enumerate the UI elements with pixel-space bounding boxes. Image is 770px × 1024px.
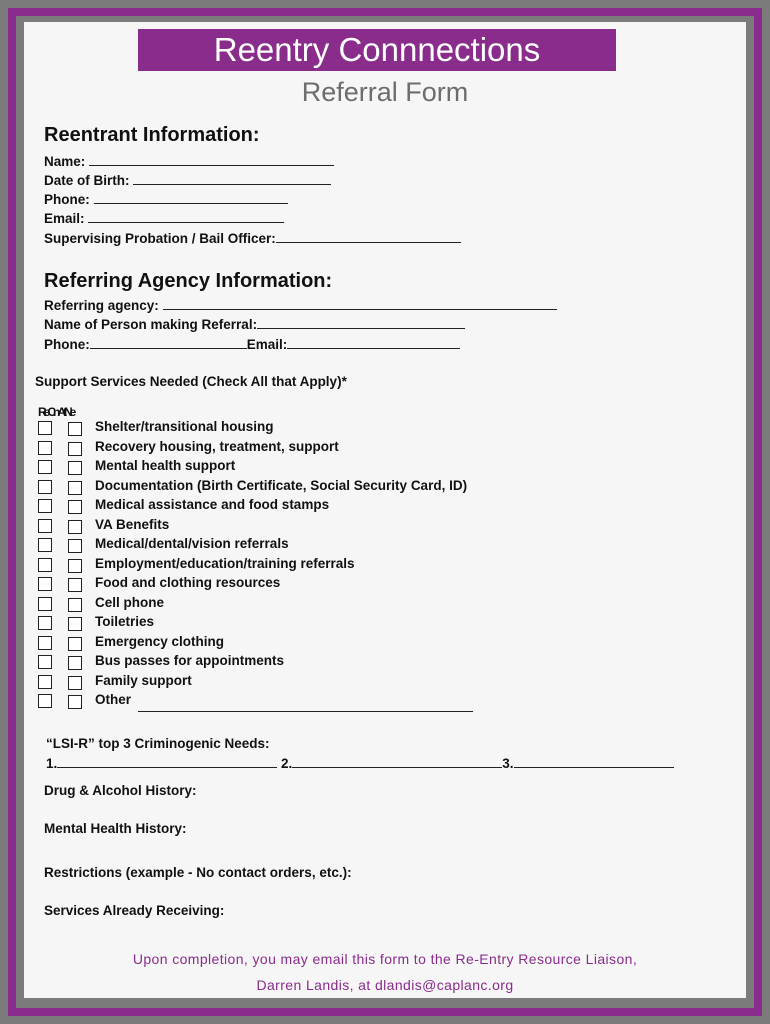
lsi-need-3-label: 3. [502,756,514,771]
service-checkbox-a[interactable] [38,694,52,708]
agency-email-label: Email: [246,337,288,352]
service-label: Mental health support [95,458,236,473]
dob-label: Date of Birth: [44,173,130,188]
service-label: Employment/education/training referrals [95,556,355,571]
service-checkbox-a[interactable] [38,519,52,533]
service-label: Shelter/transitional housing [95,419,274,434]
service-checkbox-b[interactable] [68,500,82,514]
mental-history-label: Mental Health History: [44,821,187,836]
other-blank[interactable] [138,711,473,712]
service-checkbox-b[interactable] [68,656,82,670]
email-label: Email: [44,211,85,226]
service-label: Emergency clothing [95,634,225,649]
footer-instruction: Upon completion, you may email this form to the Re-Entry Resource Liaison, [132,951,638,967]
service-checkbox-b[interactable] [68,442,82,456]
service-checkbox-a[interactable] [38,460,52,474]
agency-phone-blank[interactable] [90,336,247,349]
service-checkbox-b[interactable] [68,637,82,651]
service-label: Medical assistance and food stamps [95,497,330,512]
phone-label: Phone: [44,192,90,207]
service-checkbox-a[interactable] [38,480,52,494]
service-checkbox-a[interactable] [38,655,52,669]
service-checkbox-a[interactable] [38,577,52,591]
reentrant-heading: Reentrant Information: [44,124,260,146]
agency-heading: Referring Agency Information: [44,270,333,292]
referrer-label: Name of Person making Referral: [44,317,258,332]
service-checkbox-b[interactable] [68,695,82,709]
service-checkbox-a[interactable] [38,636,52,650]
service-checkbox-b[interactable] [68,539,82,553]
form-page [24,22,746,998]
service-checkbox-b[interactable] [68,578,82,592]
officer-field[interactable] [44,230,461,246]
service-checkbox-b[interactable] [68,598,82,612]
name-blank[interactable] [89,153,334,166]
service-checkbox-b[interactable] [68,422,82,436]
footer-contact: Darren Landis, at dlandis@caplanc.org [256,977,514,993]
name-label: Name: [44,154,86,169]
referrer-blank[interactable] [257,316,465,329]
checkbox-column-header: ReCnAtNe [38,405,74,419]
agency-label: Referring agency: [44,298,159,313]
service-checkbox-a[interactable] [38,421,52,435]
service-checkbox-b[interactable] [68,559,82,573]
service-checkbox-a[interactable] [38,675,52,689]
service-label: Food and clothing resources [95,575,281,590]
title-banner: Reentry Connnections [138,29,616,71]
support-heading: Support Services Needed (Check All that Apply)* [35,374,347,389]
service-checkbox-b[interactable] [68,481,82,495]
service-label: Documentation (Birth Certificate, Social Security Card, ID) [95,478,468,493]
service-checkbox-a[interactable] [38,441,52,455]
agency-contact-field[interactable] [44,336,460,352]
service-label: Recovery housing, treatment, support [95,439,339,454]
officer-blank[interactable] [276,230,461,243]
service-checkbox-a[interactable] [38,616,52,630]
agency-email-blank[interactable] [287,336,460,349]
service-checkbox-b[interactable] [68,617,82,631]
lsi-need-1-blank[interactable] [57,755,277,768]
lsi-heading: “LSI-R” top 3 Criminogenic Needs: [46,736,270,751]
lsi-need-1-label: 1. [46,756,58,771]
lsi-needs-row[interactable] [46,755,674,771]
officer-label: Supervising Probation / Bail Officer: [44,231,276,246]
service-checkbox-b[interactable] [68,461,82,475]
name-field[interactable] [44,153,334,169]
services-receiving-label: Services Already Receiving: [44,903,225,918]
service-label: Medical/dental/vision referrals [95,536,289,551]
lsi-need-2-label: 2. [281,756,293,771]
service-label: Other [95,692,132,707]
dob-field[interactable] [44,172,331,188]
phone-field[interactable] [44,191,288,207]
phone-blank[interactable] [94,191,288,204]
referrer-field[interactable] [44,316,465,332]
drug-history-label: Drug & Alcohol History: [44,783,197,798]
service-checkbox-a[interactable] [38,538,52,552]
service-label: Toiletries [95,614,155,629]
email-field[interactable] [44,210,284,226]
service-checkbox-a[interactable] [38,499,52,513]
agency-phone-label: Phone: [44,337,90,352]
form-subtitle: Referral Form [301,77,469,107]
service-checkbox-b[interactable] [68,520,82,534]
lsi-need-3-blank[interactable] [514,755,674,768]
dob-blank[interactable] [133,172,331,185]
agency-blank[interactable] [163,297,557,310]
lsi-need-2-blank[interactable] [292,755,502,768]
service-checkbox-a[interactable] [38,558,52,572]
agency-field[interactable] [44,297,557,313]
service-label: Cell phone [95,595,165,610]
service-checkbox-a[interactable] [38,597,52,611]
service-checkbox-b[interactable] [68,676,82,690]
service-label: Bus passes for appointments [95,653,285,668]
email-blank[interactable] [88,210,284,223]
restrictions-label: Restrictions (example - No contact orders, etc.): [44,865,352,880]
service-label: Family support [95,673,192,688]
service-label: VA Benefits [95,517,170,532]
